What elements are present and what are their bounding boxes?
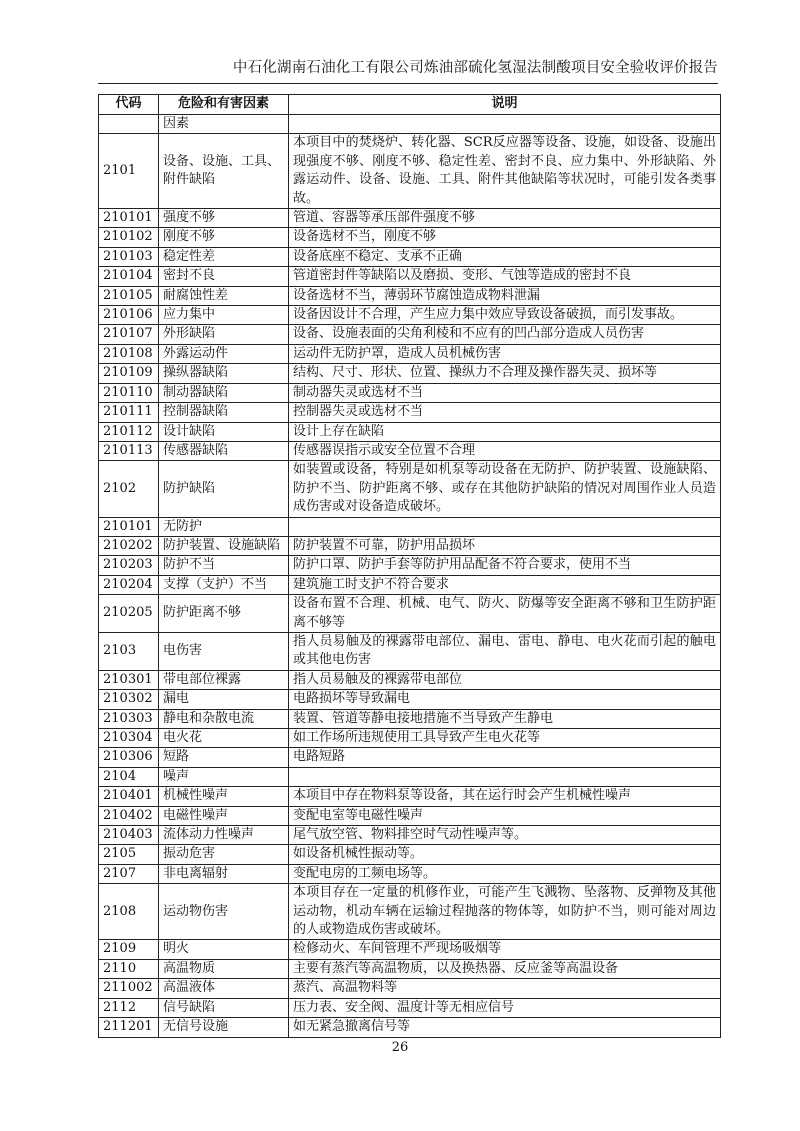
- cell-code: 2103: [99, 632, 159, 670]
- cell-factor: 应力集中: [159, 306, 289, 325]
- cell-description: 指人员易触及的裸露带电部位: [289, 670, 721, 689]
- cell-code: 210302: [99, 690, 159, 709]
- cell-code: 210105: [99, 286, 159, 305]
- cell-factor: 操纵器缺陷: [159, 364, 289, 383]
- table-row: [99, 979, 721, 998]
- table-row: [99, 864, 721, 883]
- cell-code: 210101: [99, 517, 159, 536]
- cell-code: 210402: [99, 806, 159, 825]
- cell-factor: 支撑（支护）不当: [159, 575, 289, 594]
- cell-factor: 稳定性差: [159, 247, 289, 266]
- cell-description: 如无紧急撤离信号等: [289, 1018, 721, 1037]
- cell-factor: 无防护: [159, 517, 289, 536]
- page-header: 中石化湖南石油化工有限公司炼油部硫化氢湿法制酸项目安全验收评价报告: [98, 56, 718, 84]
- table-row: [99, 709, 721, 728]
- cell-description: 检修动火、车间管理不严现场吸烟等: [289, 940, 721, 959]
- cell-factor: 密封不良: [159, 267, 289, 286]
- cell-code: 210304: [99, 729, 159, 748]
- table-row: [99, 595, 721, 633]
- cell-description: 设备选材不当，薄弱环节腐蚀造成物料泄漏: [289, 286, 721, 305]
- cell-description: 设计上存在缺陷: [289, 422, 721, 441]
- cell-factor: 传感器缺陷: [159, 441, 289, 460]
- cell-description: 变配电房的工频电场等。: [289, 864, 721, 883]
- cell-factor: 噪声: [159, 767, 289, 786]
- table-row: [99, 134, 721, 209]
- cell-code: 210109: [99, 364, 159, 383]
- cell-description: 设备底座不稳定、支承不正确: [289, 247, 721, 266]
- table-row: [99, 325, 721, 344]
- table-row: [99, 403, 721, 422]
- table-row: [99, 787, 721, 806]
- column-header-factor: 危险和有害因素: [159, 95, 289, 115]
- hazard-factor-table: [98, 94, 721, 1038]
- cell-description: 结构、尺寸、形状、位置、操纵力不合理及操作器失灵、损坏等: [289, 364, 721, 383]
- table-row: [99, 422, 721, 441]
- table-row: [99, 228, 721, 247]
- table-row: [99, 536, 721, 555]
- cell-factor: 电磁性噪声: [159, 806, 289, 825]
- cell-factor: 流体动力性噪声: [159, 826, 289, 845]
- cell-factor: 无信号设施: [159, 1018, 289, 1037]
- cell-factor: 电火花: [159, 729, 289, 748]
- cell-factor: 静电和杂散电流: [159, 709, 289, 728]
- cell-description: 电路短路: [289, 748, 721, 767]
- cell-code: 2105: [99, 845, 159, 864]
- table-row: [99, 940, 721, 959]
- cell-code: 210112: [99, 422, 159, 441]
- cell-factor: 设计缺陷: [159, 422, 289, 441]
- table-row: [99, 959, 721, 978]
- cell-factor: 明火: [159, 940, 289, 959]
- cell-factor: 运动物伤害: [159, 884, 289, 940]
- table-row: [99, 998, 721, 1017]
- cell-factor: 防护不当: [159, 556, 289, 575]
- cell-factor: 非电离辐射: [159, 864, 289, 883]
- cell-code: 210104: [99, 267, 159, 286]
- cell-description: 本项目存在一定量的机修作业，可能产生飞溅物、坠落物、反弹物及其他运动物，机动车辆在运输过程抛落的物体等，如防护不当，则可能对周边的人或物造成伤害或破坏。: [289, 884, 721, 940]
- table-row: [99, 461, 721, 517]
- cell-code: 210401: [99, 787, 159, 806]
- table-row: [99, 364, 721, 383]
- cell-code: [99, 115, 159, 134]
- cell-factor: 振动危害: [159, 845, 289, 864]
- table-row: [99, 729, 721, 748]
- table-header-row: [99, 95, 721, 115]
- table-row: [99, 344, 721, 363]
- cell-code: 2112: [99, 998, 159, 1017]
- cell-code: 210306: [99, 748, 159, 767]
- cell-factor: 因素: [159, 115, 289, 134]
- cell-factor: 短路: [159, 748, 289, 767]
- table-row: [99, 383, 721, 402]
- cell-description: 指人员易触及的裸露带电部位、漏电、雷电、静电、电火花而引起的触电或其他电伤害: [289, 632, 721, 670]
- cell-description: 防护装置不可靠，防护用品损坏: [289, 536, 721, 555]
- cell-factor: 防护装置、设施缺陷: [159, 536, 289, 555]
- table-row: [99, 556, 721, 575]
- cell-code: 210108: [99, 344, 159, 363]
- table-row: [99, 670, 721, 689]
- table-row: [99, 115, 721, 134]
- cell-code: 210303: [99, 709, 159, 728]
- cell-factor: 防护距离不够: [159, 595, 289, 633]
- table-row: [99, 1018, 721, 1037]
- cell-factor: 控制器缺陷: [159, 403, 289, 422]
- cell-factor: 外形缺陷: [159, 325, 289, 344]
- cell-code: 210113: [99, 441, 159, 460]
- cell-description: 尾气放空管、物料排空时气动性噪声等。: [289, 826, 721, 845]
- cell-description: 本项目中的焚烧炉、转化器、SCR反应器等设备、设施，如设备、设施出现强度不够、刚度不够、稳定性差、密封不良、应力集中、外形缺陷、外露运动件、设备、设施、工具、附件其他缺陷等状况时，可能引发各类事故。: [289, 134, 721, 209]
- cell-factor: 强度不够: [159, 209, 289, 228]
- cell-description: 设备布置不合理、机械、电气、防火、防爆等安全距离不够和卫生防护距离不够等: [289, 595, 721, 633]
- cell-factor: 防护缺陷: [159, 461, 289, 517]
- cell-code: 2110: [99, 959, 159, 978]
- cell-code: 210301: [99, 670, 159, 689]
- cell-description: 变配电室等电磁性噪声: [289, 806, 721, 825]
- cell-code: 210101: [99, 209, 159, 228]
- cell-code: 210202: [99, 536, 159, 555]
- cell-description: 电路损坏等导致漏电: [289, 690, 721, 709]
- cell-description: 制动器失灵或选材不当: [289, 383, 721, 402]
- cell-code: 210103: [99, 247, 159, 266]
- cell-description: 传感器误指示或安全位置不合理: [289, 441, 721, 460]
- cell-description: 蒸汽、高温物料等: [289, 979, 721, 998]
- cell-code: 210102: [99, 228, 159, 247]
- cell-description: 建筑施工时支护不符合要求: [289, 575, 721, 594]
- table-row: [99, 209, 721, 228]
- cell-factor: 机械性噪声: [159, 787, 289, 806]
- column-header-code: 代码: [99, 95, 159, 115]
- cell-factor: 设备、设施、工具、附件缺陷: [159, 134, 289, 209]
- cell-code: 211002: [99, 979, 159, 998]
- column-header-description: 说明: [289, 95, 721, 115]
- cell-factor: 刚度不够: [159, 228, 289, 247]
- cell-description: [289, 517, 721, 536]
- cell-code: 210403: [99, 826, 159, 845]
- cell-factor: 高温液体: [159, 979, 289, 998]
- cell-code: 2104: [99, 767, 159, 786]
- table-row: [99, 767, 721, 786]
- cell-code: 2101: [99, 134, 159, 209]
- page-number: 26: [391, 1040, 409, 1055]
- cell-description: 防护口罩、防护手套等防护用品配备不符合要求，使用不当: [289, 556, 721, 575]
- table-row: [99, 632, 721, 670]
- cell-factor: 漏电: [159, 690, 289, 709]
- cell-code: 2109: [99, 940, 159, 959]
- cell-description: 设备、设施表面的尖角利棱和不应有的凹凸部分造成人员伤害: [289, 325, 721, 344]
- cell-description: 本项目中存在物料泵等设备，其在运行时会产生机械性噪声: [289, 787, 721, 806]
- table-row: [99, 806, 721, 825]
- cell-factor: 电伤害: [159, 632, 289, 670]
- cell-code: 2107: [99, 864, 159, 883]
- cell-factor: 信号缺陷: [159, 998, 289, 1017]
- cell-description: 运动件无防护罩，造成人员机械伤害: [289, 344, 721, 363]
- cell-factor: 外露运动件: [159, 344, 289, 363]
- cell-description: 主要有蒸汽等高温物质，以及换热器、反应釜等高温设备: [289, 959, 721, 978]
- cell-code: 210107: [99, 325, 159, 344]
- cell-code: 211201: [99, 1018, 159, 1037]
- cell-description: [289, 115, 721, 134]
- cell-description: 管道、容器等承压部件强度不够: [289, 209, 721, 228]
- cell-code: 210110: [99, 383, 159, 402]
- cell-description: 如设备机械性振动等。: [289, 845, 721, 864]
- cell-description: 装置、管道等静电接地措施不当导致产生静电: [289, 709, 721, 728]
- table-row: [99, 748, 721, 767]
- cell-code: 2108: [99, 884, 159, 940]
- cell-code: 210111: [99, 403, 159, 422]
- cell-description: 如装置或设备，特别是如机泵等动设备在无防护、防护装置、设施缺陷、防护不当、防护距离不够、或存在其他防护缺陷的情况对周围作业人员造成伤害或对设备造成破坏。: [289, 461, 721, 517]
- table-row: [99, 286, 721, 305]
- table-row: [99, 267, 721, 286]
- table-row: [99, 441, 721, 460]
- cell-description: 设备因设计不合理，产生应力集中效应导致设备破损，而引发事故。: [289, 306, 721, 325]
- table-row: [99, 575, 721, 594]
- table-row: [99, 826, 721, 845]
- cell-description: [289, 767, 721, 786]
- cell-factor: 高温物质: [159, 959, 289, 978]
- table-row: [99, 845, 721, 864]
- cell-description: 设备选材不当，刚度不够: [289, 228, 721, 247]
- cell-code: 210106: [99, 306, 159, 325]
- cell-code: 210205: [99, 595, 159, 633]
- cell-factor: 带电部位裸露: [159, 670, 289, 689]
- table-row: [99, 306, 721, 325]
- cell-code: 210203: [99, 556, 159, 575]
- cell-factor: 耐腐蚀性差: [159, 286, 289, 305]
- cell-description: 如工作场所违规使用工具导致产生电火花等: [289, 729, 721, 748]
- table-row: [99, 884, 721, 940]
- table-row: [99, 247, 721, 266]
- table-row: [99, 517, 721, 536]
- cell-description: 压力表、安全阀、温度计等无相应信号: [289, 998, 721, 1017]
- cell-description: 控制器失灵或选材不当: [289, 403, 721, 422]
- table-row: [99, 690, 721, 709]
- cell-code: 2102: [99, 461, 159, 517]
- cell-factor: 制动器缺陷: [159, 383, 289, 402]
- cell-code: 210204: [99, 575, 159, 594]
- cell-description: 管道密封件等缺陷以及磨损、变形、气蚀等造成的密封不良: [289, 267, 721, 286]
